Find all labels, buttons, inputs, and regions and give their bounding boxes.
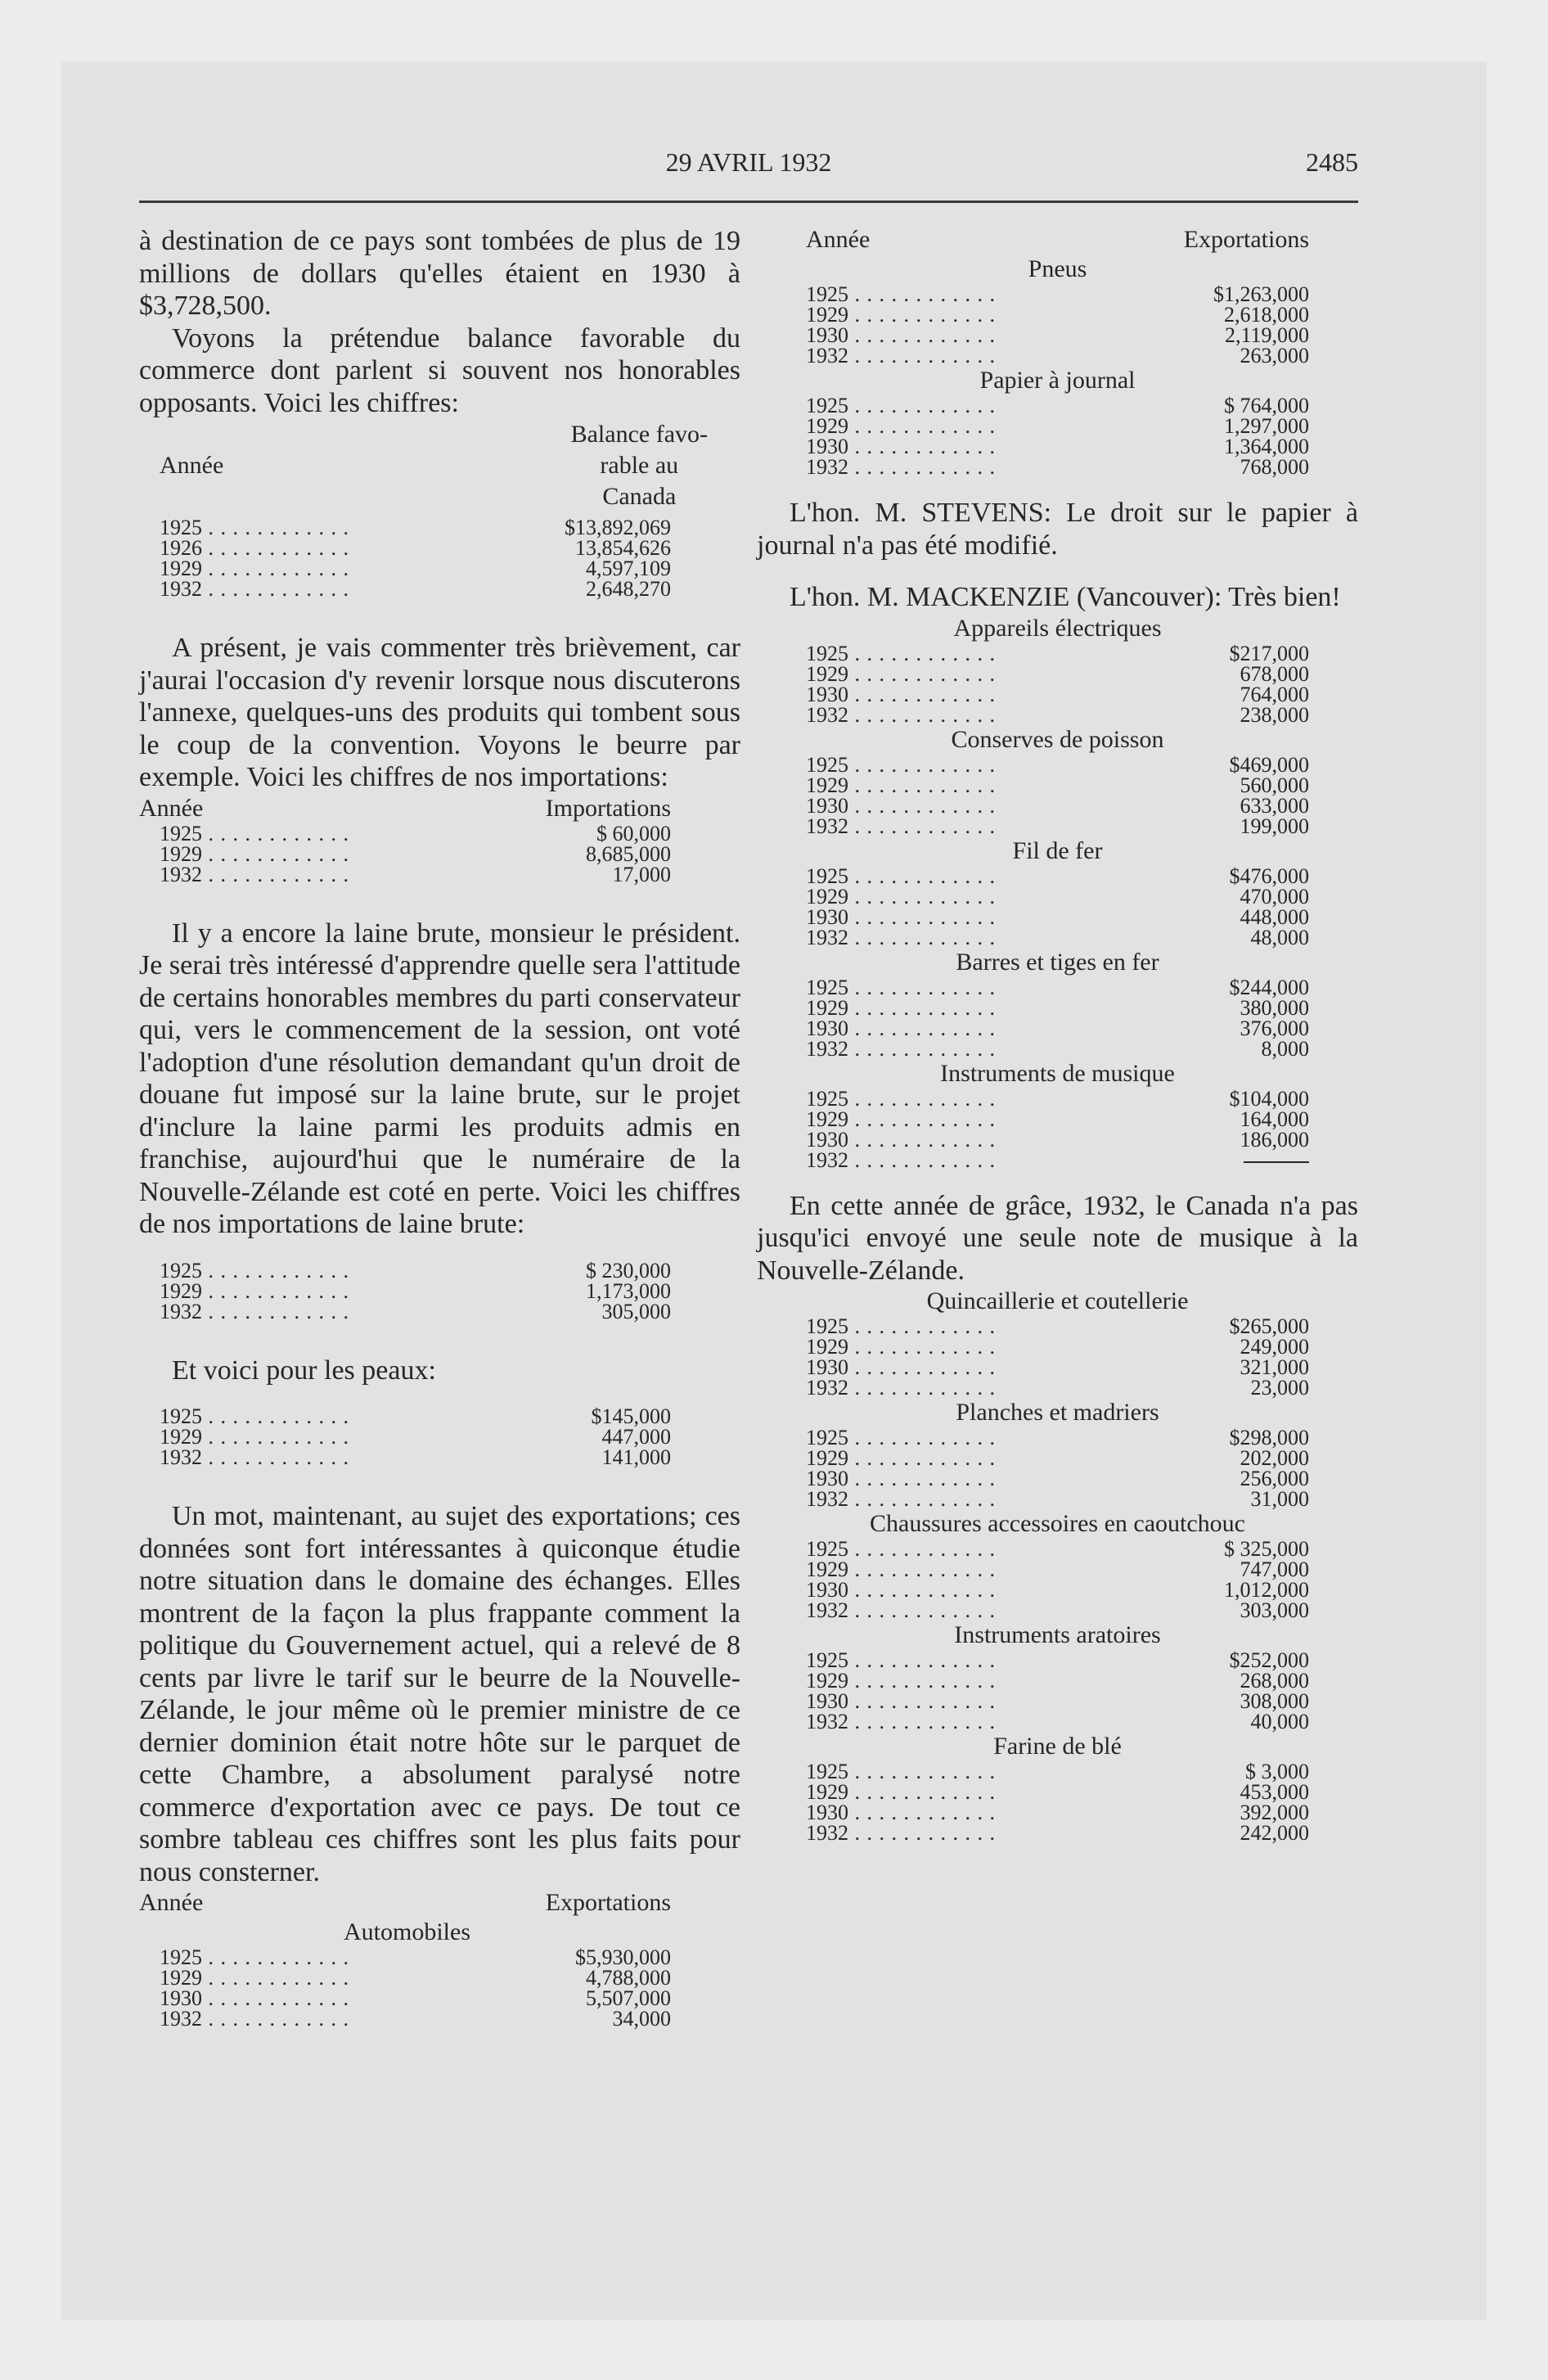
- paragraph: En cette année de grâce, 1932, le Canada n'a pas jusqu'ici envoyé une seule note de musique à la Nouvelle-Zélande.: [757, 1190, 1358, 1286]
- table-row: [757, 416, 1358, 436]
- paragraph: Un mot, maintenant, au sujet des exportations; ces données sont fort intéressantes à quiconque étudie notre situation dans le domaine des échanges. Elles montrent de la façon la plus frappante comment la politique du Gouvernement actuel, qui a relevé de 8 cents par livre le tarif sur le beurre de la Nouvelle-Zélande, le jour même où le premier ministre de ce dernier dominion était notre hôte sur le parquet de cette Chambre, a absolument paralysé notre commerce d'exportation avec ce pays. De tout ce sombre tableau ces chiffres sont les plus faits pour nous consterner.: [139, 1501, 740, 1887]
- table-row: [757, 436, 1358, 457]
- table-row: [757, 1600, 1358, 1620]
- table-row: [757, 395, 1358, 416]
- table-row: [139, 579, 740, 599]
- column-header-line: Canada: [602, 483, 677, 510]
- year-cell: 1929 . . .: [806, 1109, 996, 1129]
- table-row: [757, 345, 1358, 366]
- year-cell: 1930 . . .: [806, 1129, 996, 1150]
- category-title: Papier à journal: [979, 367, 1136, 394]
- year-cell: 1925 . . .: [806, 1089, 996, 1109]
- year-cell: 1929 . . .: [806, 416, 996, 436]
- category-title: Pneus: [1028, 255, 1087, 282]
- year-cell: 1926 . . .: [160, 538, 349, 558]
- data-table: [757, 863, 1358, 949]
- data-table: [757, 643, 1358, 725]
- category-title: Appareils électriques: [953, 614, 1162, 642]
- header-rule: [139, 201, 1358, 203]
- paragraph: Et voici pour les peaux:: [172, 1355, 436, 1386]
- year-cell: 1930 . . .: [806, 1357, 996, 1377]
- year-cell: 1925 . . .: [806, 1539, 996, 1559]
- year-cell: 1925 . . .: [160, 517, 349, 538]
- table-row: [139, 538, 740, 558]
- table-row: [757, 643, 1358, 664]
- value-cell: $145,000: [591, 1404, 671, 1428]
- column-header: Année: [139, 1889, 204, 1916]
- table-row: [757, 1650, 1358, 1670]
- value-cell: 13,854,626: [575, 536, 671, 560]
- value-cell: $476,000: [1229, 863, 1309, 888]
- value-cell: 1,297,000: [1224, 414, 1309, 438]
- category-title: Farine de blé: [993, 1733, 1122, 1760]
- column-header: Importations: [545, 794, 671, 822]
- year-cell: 1930 . . .: [806, 1802, 996, 1823]
- page-header: [139, 139, 1358, 188]
- value-cell: 34,000: [612, 2007, 671, 2031]
- value-cell: 249,000: [1240, 1335, 1309, 1359]
- column-header: [571, 419, 708, 512]
- column-header: Année: [139, 794, 204, 822]
- value-cell: 17,000: [612, 862, 671, 886]
- year-cell: 1930 . . .: [806, 1691, 996, 1711]
- table-row: [757, 325, 1358, 345]
- left-column: [139, 225, 740, 2029]
- year-cell: 1929 . . .: [806, 1448, 996, 1468]
- table-row: [757, 816, 1358, 836]
- year-cell: 1932 . . .: [806, 1039, 996, 1059]
- category-title: Instruments aratoires: [954, 1621, 1161, 1648]
- table-row: [757, 886, 1358, 907]
- value-cell: $217,000: [1229, 641, 1309, 665]
- year-cell: 1925 . . .: [806, 284, 996, 304]
- year-cell: 1929 . . .: [160, 844, 349, 864]
- table-row: [757, 1018, 1358, 1039]
- value-cell: [1244, 1150, 1309, 1170]
- year-cell: 1930 . . .: [806, 684, 996, 705]
- year-cell: 1925 . . .: [806, 1316, 996, 1336]
- value-cell: 263,000: [1240, 344, 1309, 367]
- table-row: [139, 1427, 740, 1447]
- value-cell: 768,000: [1240, 455, 1309, 479]
- value-cell: $13,892,069: [565, 516, 671, 539]
- data-table: [757, 1761, 1358, 1843]
- value-cell: 308,000: [1240, 1689, 1309, 1713]
- year-cell: 1930 . . .: [806, 796, 996, 816]
- data-table: [139, 1947, 740, 2029]
- table-row: [757, 1539, 1358, 1559]
- category-title: Fil de fer: [1012, 836, 1103, 864]
- value-cell: 4,788,000: [586, 1966, 671, 1990]
- table-row: [139, 1968, 740, 1988]
- year-cell: 1932 . . .: [806, 927, 996, 948]
- data-table: [757, 1539, 1358, 1620]
- table-row: [757, 863, 1358, 888]
- year-cell: 1930 . . .: [806, 907, 996, 927]
- data-table: [757, 284, 1358, 366]
- year-cell: 1925 . . .: [160, 823, 349, 844]
- dash-line: [1244, 1161, 1309, 1163]
- value-cell: $ 230,000: [586, 1258, 671, 1282]
- value-cell: $ 325,000: [1224, 1537, 1309, 1561]
- table-row: [757, 1823, 1358, 1843]
- data-table: [757, 1427, 1358, 1509]
- category-title: Quincaillerie et coutellerie: [926, 1287, 1189, 1314]
- year-cell: 1930 . . .: [160, 1988, 349, 2008]
- table-row: [139, 1406, 740, 1427]
- paragraph: Il y a encore la laine brute, monsieur le président. Je serai très intéressé d'apprendre quelle sera l'attitude de certains honorables membres du parti conservateur qui, vers le commencement de la session, ont voté l'adoption d'une résolution demandant qu'un droit de douane fut imposé sur la laine brute, sur le projet d'inclure la laine parmi les produits admis en franchise, aujourd'hui que le numéraire de la Nouvelle-Zélande est coté en perte. Voici les chiffres de nos importations de laine brute:: [139, 917, 740, 1239]
- column-header-line: rable au: [600, 452, 679, 479]
- table-row: [757, 1711, 1358, 1732]
- table-header: [806, 225, 1309, 255]
- value-cell: 2,648,270: [586, 577, 671, 601]
- table-row: [757, 1691, 1358, 1711]
- table-row: [139, 1260, 740, 1281]
- year-cell: 1925 . . .: [806, 1761, 996, 1782]
- value-cell: $104,000: [1229, 1086, 1309, 1111]
- category-title: Instruments de musique: [940, 1059, 1175, 1087]
- table-row: [757, 927, 1358, 948]
- table-row: [139, 1988, 740, 2008]
- value-cell: 8,685,000: [586, 841, 671, 866]
- year-cell: 1925 . . .: [160, 1947, 349, 1968]
- year-cell: 1925 . . .: [806, 395, 996, 416]
- year-cell: 1932 . . .: [806, 705, 996, 725]
- year-cell: 1930 . . .: [806, 1468, 996, 1489]
- value-cell: 2,119,000: [1224, 323, 1309, 347]
- value-cell: 305,000: [601, 1299, 671, 1323]
- value-cell: $ 60,000: [596, 821, 671, 845]
- table-row: [757, 1109, 1358, 1129]
- year-cell: 1932 . . .: [806, 1711, 996, 1732]
- value-cell: 448,000: [1240, 904, 1309, 929]
- value-cell: $5,930,000: [575, 1945, 671, 1969]
- value-cell: 268,000: [1240, 1669, 1309, 1693]
- table-row: [757, 1580, 1358, 1600]
- year-cell: 1932 . . .: [160, 1447, 349, 1467]
- column-header: Exportations: [1183, 226, 1309, 253]
- column-header: Exportations: [545, 1889, 671, 1916]
- table-row: [139, 823, 740, 844]
- data-table: [139, 517, 740, 599]
- table-row: [757, 1559, 1358, 1580]
- table-row: [757, 995, 1358, 1020]
- data-table: [757, 1086, 1358, 1172]
- year-cell: 1929 . . .: [806, 304, 996, 325]
- value-cell: 2,618,000: [1224, 303, 1309, 327]
- column-header-line: Balance favo-: [570, 421, 708, 448]
- year-cell: 1932 . . .: [806, 1377, 996, 1398]
- table-row: [757, 1761, 1358, 1782]
- year-cell: 1929 . . .: [806, 1559, 996, 1580]
- year-cell: 1930 . . .: [806, 1580, 996, 1600]
- year-cell: 1929 . . .: [806, 886, 996, 907]
- value-cell: $469,000: [1229, 752, 1309, 777]
- year-cell: 1932 . . .: [806, 457, 996, 477]
- header-date: 29 AVRIL 1932: [665, 147, 832, 177]
- year-cell: 1925 . . .: [806, 1650, 996, 1670]
- year-cell: 1930 . . .: [806, 325, 996, 345]
- year-cell: 1930 . . .: [806, 436, 996, 457]
- year-cell: 1929 . . .: [160, 558, 349, 579]
- table-row: [757, 1448, 1358, 1468]
- value-cell: $252,000: [1229, 1648, 1309, 1672]
- table-row: [757, 304, 1358, 325]
- value-cell: $298,000: [1229, 1426, 1309, 1449]
- table-row: [757, 977, 1358, 998]
- data-table: [757, 752, 1358, 838]
- data-table: [757, 1650, 1358, 1732]
- data-table: [139, 823, 740, 885]
- table-row: [757, 284, 1358, 304]
- table-row: [757, 702, 1358, 727]
- value-cell: $ 3,000: [1245, 1760, 1309, 1783]
- value-cell: 48,000: [1250, 925, 1309, 949]
- table-row: [757, 661, 1358, 686]
- value-cell: 380,000: [1240, 995, 1309, 1020]
- table-row: [139, 1301, 740, 1322]
- table-row: [757, 1036, 1358, 1061]
- year-cell: 1932 . . .: [806, 1150, 996, 1170]
- value-cell: 242,000: [1240, 1821, 1309, 1845]
- value-cell: 199,000: [1240, 814, 1309, 838]
- value-cell: 1,173,000: [586, 1278, 671, 1303]
- table-row: [139, 864, 740, 885]
- value-cell: $ 764,000: [1224, 394, 1309, 417]
- table-row: [757, 793, 1358, 818]
- value-cell: $1,263,000: [1213, 282, 1309, 306]
- value-cell: 678,000: [1240, 661, 1309, 686]
- table-row: [139, 1447, 740, 1467]
- table-row: [757, 1427, 1358, 1448]
- paragraph: Voyons la prétendue balance favorable du commerce dont parlent si souvent nos honorables opposants. Voici les chiffres:: [139, 322, 740, 418]
- category-title: Conserves de poisson: [951, 725, 1164, 753]
- year-cell: 1929 . . .: [160, 1281, 349, 1301]
- year-cell: 1929 . . .: [160, 1968, 349, 1988]
- year-cell: 1932 . . .: [160, 1301, 349, 1322]
- value-cell: 141,000: [601, 1445, 671, 1469]
- year-cell: 1932 . . .: [806, 1600, 996, 1620]
- table-row: [139, 1947, 740, 1968]
- table-row: [757, 1086, 1358, 1111]
- data-table: [139, 1406, 740, 1467]
- value-cell: 202,000: [1240, 1446, 1309, 1470]
- value-cell: 186,000: [1240, 1127, 1309, 1152]
- year-cell: 1929 . . .: [806, 1782, 996, 1802]
- year-cell: 1930 . . .: [806, 1018, 996, 1039]
- value-cell: 453,000: [1240, 1780, 1309, 1804]
- table-row: [757, 1336, 1358, 1357]
- value-cell: 303,000: [1240, 1598, 1309, 1622]
- value-cell: 256,000: [1240, 1467, 1309, 1490]
- category-title: Automobiles: [344, 1918, 470, 1945]
- value-cell: 4,597,109: [586, 557, 671, 580]
- year-cell: 1925 . . .: [806, 866, 996, 886]
- table-row: [757, 457, 1358, 477]
- value-cell: 40,000: [1250, 1710, 1309, 1733]
- value-cell: 1,364,000: [1224, 435, 1309, 458]
- year-cell: 1929 . . .: [806, 664, 996, 684]
- year-cell: 1925 . . .: [160, 1406, 349, 1427]
- table-row: [757, 1782, 1358, 1802]
- value-cell: 5,507,000: [586, 1986, 671, 2010]
- value-cell: 764,000: [1240, 682, 1309, 706]
- page-number: 2485: [1306, 147, 1358, 177]
- table-row: [139, 841, 740, 866]
- table-row: [139, 558, 740, 579]
- value-cell: 633,000: [1240, 793, 1309, 818]
- data-table: [139, 1260, 740, 1322]
- year-cell: 1929 . . .: [806, 998, 996, 1018]
- table-row: [757, 1468, 1358, 1489]
- table-row: [757, 1802, 1358, 1823]
- table-header: [139, 794, 671, 823]
- paragraph: L'hon. M. MACKENZIE (Vancouver): Très bien!: [790, 582, 1341, 612]
- data-table: [757, 395, 1358, 477]
- value-cell: 560,000: [1240, 773, 1309, 797]
- year-cell: 1925 . . .: [806, 643, 996, 664]
- value-cell: 8,000: [1261, 1036, 1309, 1061]
- value-cell: 376,000: [1240, 1016, 1309, 1040]
- paragraph: L'hon. M. STEVENS: Le droit sur le papier à journal n'a pas été modifié.: [757, 498, 1358, 561]
- value-cell: 321,000: [1240, 1355, 1309, 1379]
- table-row: [757, 775, 1358, 796]
- year-cell: 1932 . . .: [160, 864, 349, 885]
- category-title: Chaussures accessoires en caoutchouc: [870, 1510, 1245, 1537]
- year-cell: 1932 . . .: [160, 579, 349, 599]
- value-cell: $265,000: [1229, 1314, 1309, 1338]
- table-row: [757, 1357, 1358, 1377]
- table-header: [139, 1888, 671, 1918]
- column-header: Année: [160, 452, 224, 479]
- table-row: [139, 517, 740, 538]
- category-title: Barres et tiges en fer: [956, 948, 1159, 976]
- table-row: [757, 1129, 1358, 1150]
- value-cell: 447,000: [601, 1425, 671, 1449]
- table-header: [139, 419, 740, 517]
- table-row: [139, 1278, 740, 1303]
- table-row: [757, 904, 1358, 929]
- table-row: [757, 1316, 1358, 1336]
- year-cell: 1925 . . .: [806, 755, 996, 775]
- table-row: [757, 684, 1358, 705]
- table-row: [757, 1489, 1358, 1509]
- paragraph: A présent, je vais commenter très brièvement, car j'aurai l'occasion d'y revenir lorsque nous discuterons l'annexe, quelques-uns des produits qui tombent sous le coup de la convention. Voyons le beurre par exemple. Voici les chiffres de nos importations:: [139, 633, 740, 792]
- year-cell: 1932 . . .: [806, 345, 996, 366]
- value-cell: 747,000: [1240, 1557, 1309, 1581]
- value-cell: $244,000: [1229, 975, 1309, 999]
- value-cell: 392,000: [1240, 1801, 1309, 1824]
- year-cell: 1929 . . .: [806, 1670, 996, 1691]
- paragraph: à destination de ce pays sont tombées de plus de 19 millions de dollars qu'elles étaient en 1930 à $3,728,500.: [139, 226, 740, 321]
- data-table: [757, 977, 1358, 1059]
- value-cell: 1,012,000: [1224, 1578, 1309, 1602]
- column-header: Année: [806, 226, 871, 253]
- value-cell: 164,000: [1240, 1107, 1309, 1131]
- year-cell: 1925 . . .: [160, 1260, 349, 1281]
- table-row: [757, 1377, 1358, 1398]
- category-title: Planches et madriers: [956, 1399, 1159, 1426]
- value-cell: 31,000: [1250, 1487, 1309, 1511]
- value-cell: 23,000: [1250, 1376, 1309, 1400]
- value-cell: 238,000: [1240, 702, 1309, 727]
- year-cell: 1932 . . .: [160, 2008, 349, 2029]
- value-cell: 470,000: [1240, 884, 1309, 908]
- year-cell: 1932 . . .: [806, 1489, 996, 1509]
- year-cell: 1929 . . .: [806, 775, 996, 796]
- year-cell: 1932 . . .: [806, 816, 996, 836]
- year-cell: 1929 . . .: [160, 1427, 349, 1447]
- table-row: [757, 1670, 1358, 1691]
- table-row: [757, 1147, 1358, 1172]
- year-cell: 1925 . . .: [806, 1427, 996, 1448]
- table-row: [139, 2008, 740, 2029]
- year-cell: 1932 . . .: [806, 1823, 996, 1843]
- year-cell: 1929 . . .: [806, 1336, 996, 1357]
- right-column: [757, 225, 1358, 1843]
- table-row: [757, 752, 1358, 777]
- year-cell: 1925 . . .: [806, 977, 996, 998]
- data-table: [757, 1316, 1358, 1398]
